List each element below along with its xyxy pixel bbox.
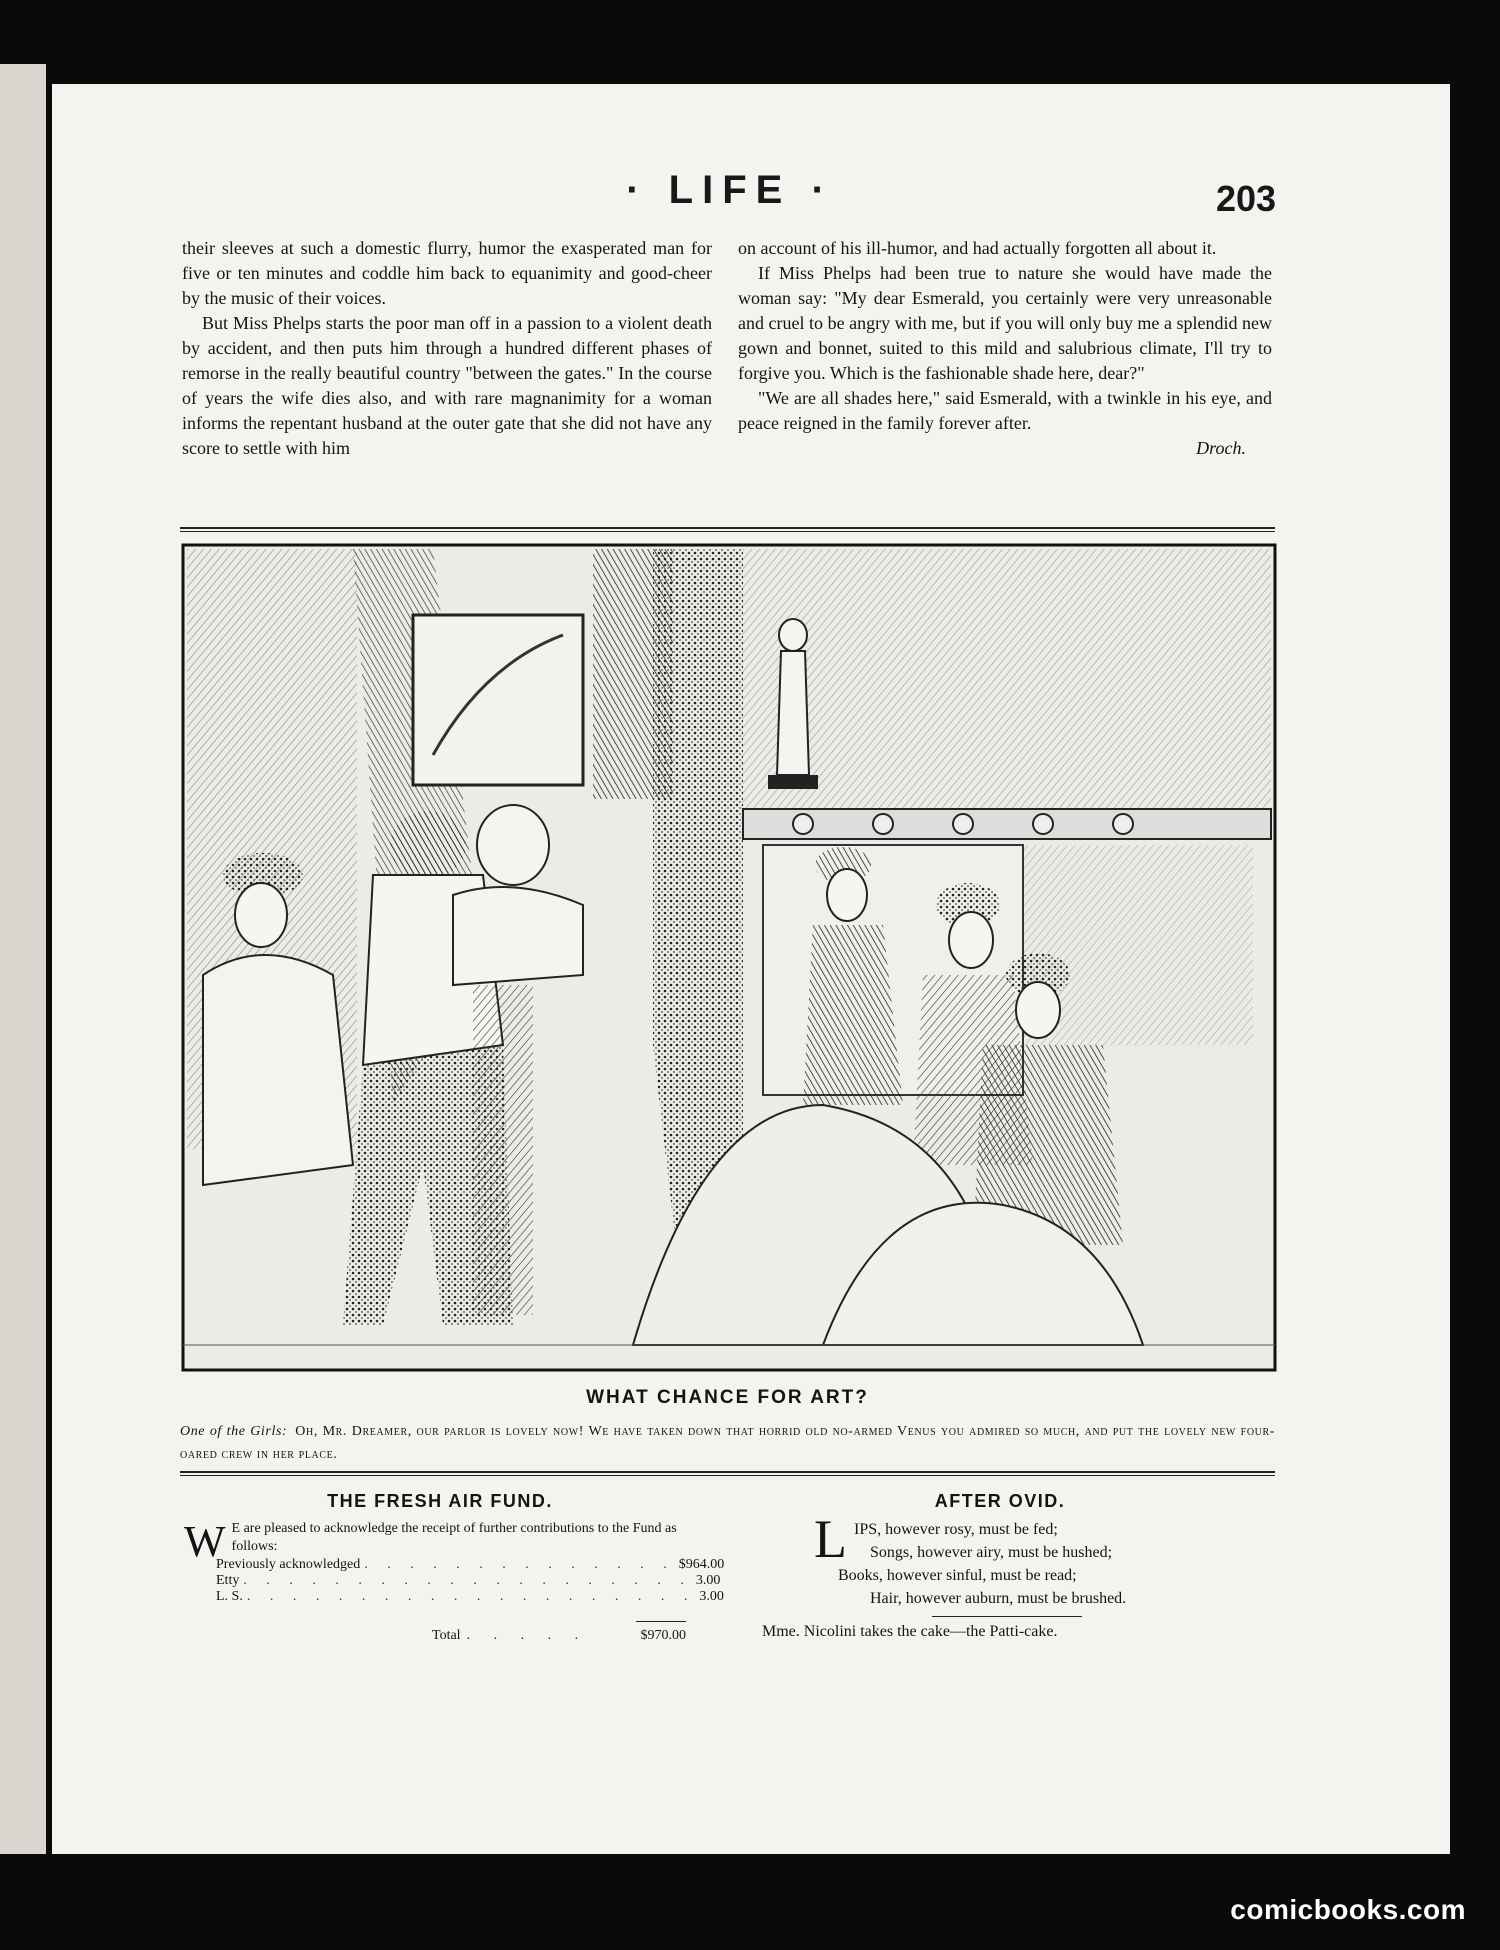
article-paragraph: on account of his ill-humor, and had actually forgotten all about it.	[738, 238, 1217, 258]
fund-intro-text: E are pleased to acknowledge the receipt of further contributions to the Fund as follows:	[231, 1521, 677, 1554]
fund-row-amount: 3.00	[695, 1573, 721, 1588]
fund-total-label: Total	[432, 1628, 461, 1643]
cartoon-caption	[180, 1420, 1275, 1466]
fund-row-amount: $964.00	[678, 1557, 725, 1572]
fund-row-label: Previously acknowledged	[216, 1557, 361, 1572]
poem-line: Songs, however airy, must be hushed;	[870, 1544, 1113, 1561]
caption-dialogue: Oh, Mr. Dreamer, our parlor is lovely now! We have taken down that horrid old no-armed Venus you admired so much, and put the lovely new four-oared crew in her place.	[180, 1424, 1276, 1462]
article-paragraph: "We are all shades here," said Esmerald, with a twinkle in his eye, and peace reigned in the family forever after.	[738, 388, 1272, 433]
watermark: comicbooks.com	[1230, 1894, 1466, 1925]
fund-row: Previously acknowledged . . . . . . . . . . . . . . $964.00	[216, 1557, 725, 1572]
fund-total: Total . . . . . $970.00	[432, 1628, 686, 1643]
fund-row-label: L. S.	[216, 1589, 243, 1604]
sum-rule	[636, 1621, 686, 1622]
after-ovid-title: AFTER OVID.	[934, 1491, 1066, 1511]
section-divider	[932, 1616, 1082, 1617]
article-paragraph: But Miss Phelps starts the poor man off in a passion to a violent death by accident, and then puts him through a hundred different phases of remorse in the really beautiful country "between the gates." In the course of years the wife dies also, and with rare magnanimity for a woman informs the repentant husband at the outer gate that she did not have any score to settle with him	[182, 313, 712, 458]
caption-speaker: One of the Girls:	[180, 1424, 288, 1439]
author-signature: Droch.	[1196, 438, 1246, 458]
section-divider	[180, 527, 1275, 532]
fund-row-label: Etty	[216, 1573, 240, 1588]
fresh-air-fund-title: THE FRESH AIR FUND.	[327, 1491, 553, 1511]
fund-list	[216, 1557, 725, 1605]
article-left-column	[182, 236, 712, 461]
fund-total-amount: $970.00	[640, 1628, 686, 1643]
fund-row-amount: 3.00	[699, 1589, 724, 1604]
magazine-title: · LIFE ·	[626, 168, 834, 212]
patti-cake-joke: Mme. Nicolini takes the cake—the Patti-cake.	[762, 1623, 1058, 1640]
page-number: 203	[1216, 178, 1277, 219]
cartoon-title: WHAT CHANCE FOR ART?	[586, 1387, 869, 1408]
article-paragraph: their sleeves at such a domestic flurry, humor the exasperated man for five or ten minutes and coddle him back to equanimity and good-cheer by the music of their voices.	[182, 238, 712, 308]
after-ovid-poem	[818, 1518, 1238, 1610]
section-divider	[180, 1471, 1275, 1476]
cartoon-illustration	[183, 545, 1275, 1370]
drop-cap: W	[184, 1517, 226, 1566]
article-right-column	[738, 236, 1272, 461]
drop-cap: L	[814, 1509, 847, 1569]
poem-line: IPS, however rosy, must be fed;	[854, 1521, 1058, 1538]
fund-row: L. S. . . . . . . . . . . . . . . . . . . . . 3.00	[216, 1589, 724, 1604]
poem-line: Hair, however auburn, must be brushed.	[870, 1590, 1127, 1607]
article-paragraph: If Miss Phelps had been true to nature she would have made the woman say: "My dear Esmerald, you certainly were very unreasonable and cruel to be angry with me, but if you will only buy me a splendid new gown and bonnet, suited to this mild and salubrious climate, I'll try to forgive you. Which is the fashionable shade here, dear?"	[738, 263, 1272, 383]
poem-line: Books, however sinful, must be read;	[838, 1567, 1077, 1584]
fund-row: Etty . . . . . . . . . . . . . . . . . . . . 3.00	[216, 1573, 721, 1588]
adjacent-page-edge	[0, 64, 46, 1854]
